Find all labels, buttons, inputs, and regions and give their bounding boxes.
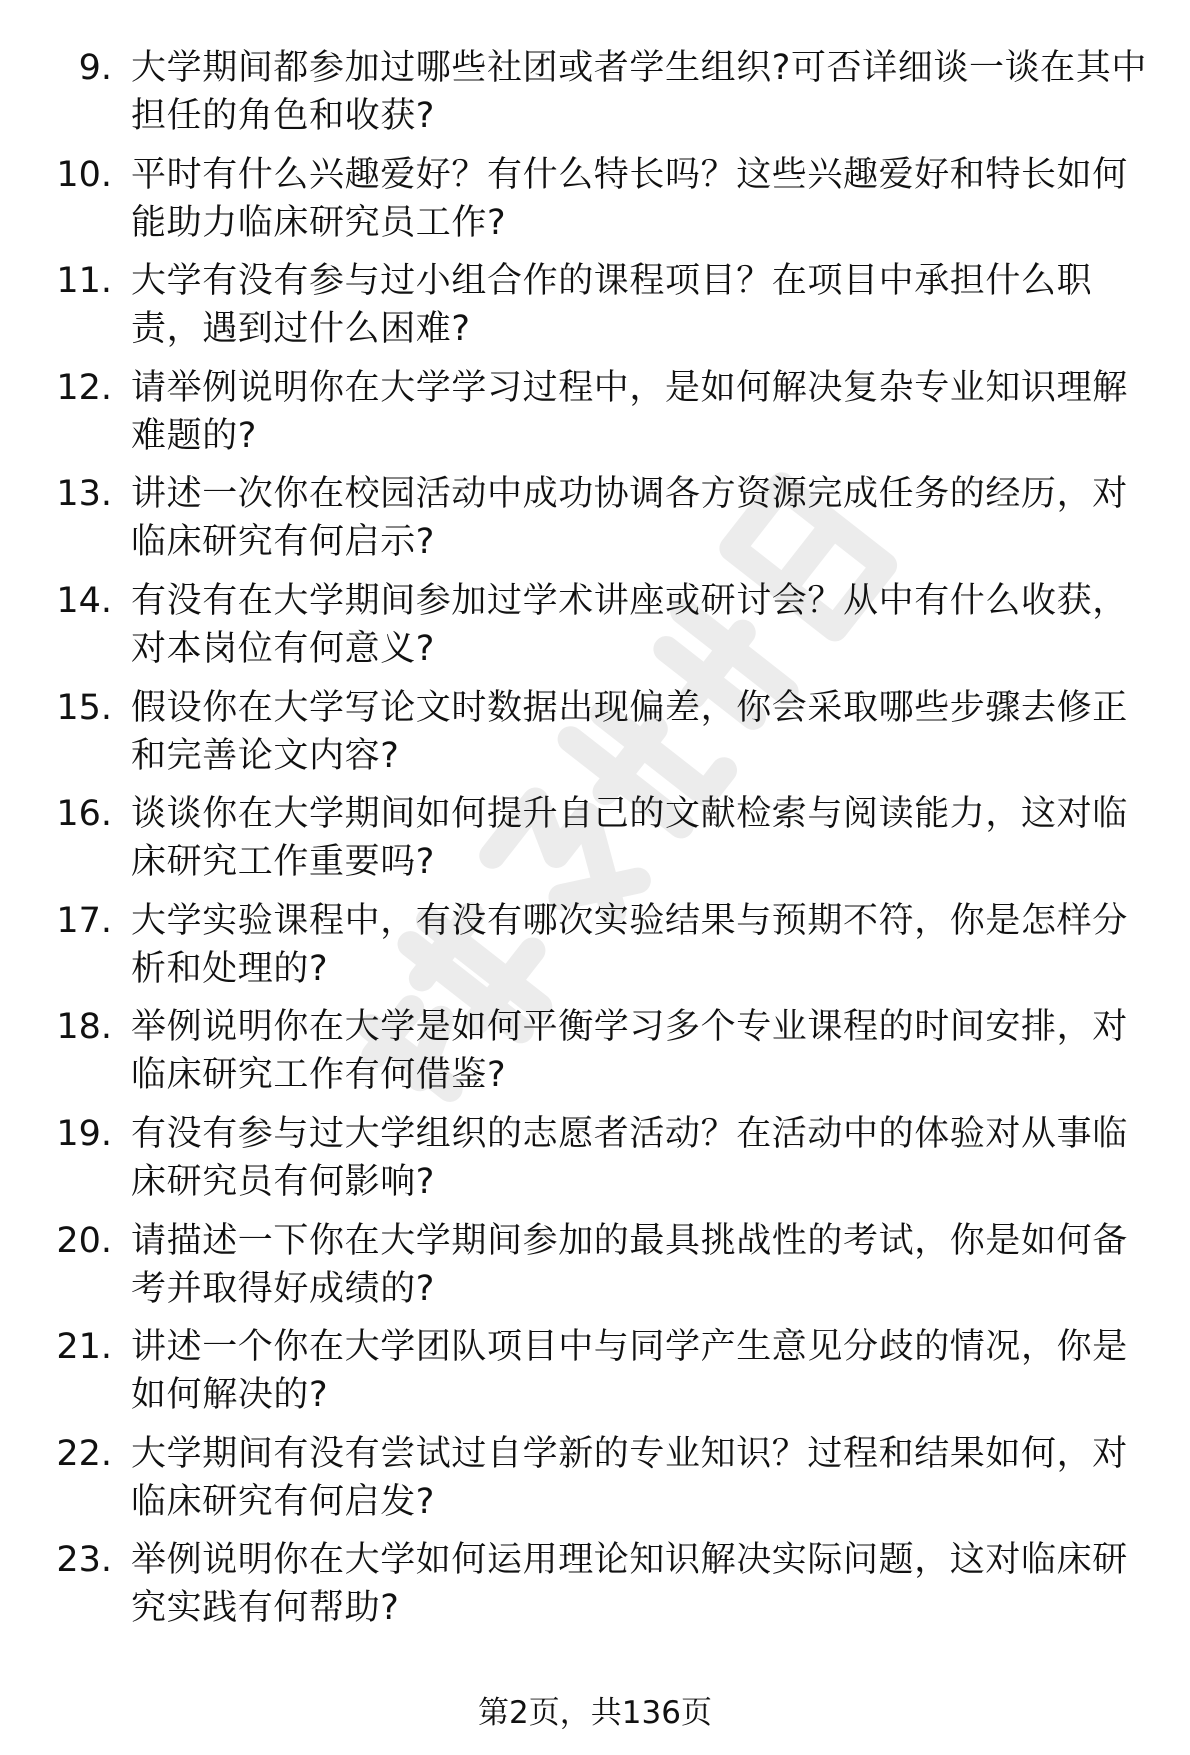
question-item bbox=[0, 897, 1190, 1004]
question-text bbox=[131, 1536, 1171, 1632]
question-text-line: 对本岗位有何意义? bbox=[131, 628, 435, 669]
question-item bbox=[0, 257, 1190, 364]
question-number: 15. bbox=[56, 687, 112, 728]
question-item bbox=[0, 1430, 1190, 1537]
question-item bbox=[0, 470, 1190, 577]
question-text-line: 临床研究有何启示? bbox=[131, 522, 435, 563]
question-text-line: 担任的角色和收获? bbox=[131, 96, 435, 136]
question-text bbox=[131, 790, 1171, 886]
question-text bbox=[131, 151, 1171, 247]
question-item bbox=[0, 1003, 1190, 1110]
question-number: 23. bbox=[56, 1540, 112, 1581]
question-text-line: 大学有没有参与过小组合作的课程项目？在项目中承担什么职 bbox=[131, 261, 1093, 302]
question-text-line: 难题的? bbox=[131, 415, 257, 456]
question-text-line: 举例说明你在大学是如何平衡学习多个专业课程的时间安排，对 bbox=[131, 1007, 1128, 1048]
question-text-line: 大学期间都参加过哪些社团或者学生组织?可否详细谈一谈在其中 bbox=[131, 48, 1147, 88]
question-number: 9. bbox=[78, 48, 112, 88]
question-text bbox=[131, 684, 1171, 780]
question-text-line: 能助力临床研究员工作? bbox=[131, 202, 507, 243]
question-text bbox=[131, 44, 1171, 140]
question-item bbox=[0, 790, 1190, 897]
question-item bbox=[0, 151, 1190, 258]
question-text bbox=[131, 470, 1171, 566]
question-text-line: 考并取得好成绩的? bbox=[131, 1268, 435, 1309]
question-text-line: 请描述一下你在大学期间参加的最具挑战性的考试，你是如何备 bbox=[131, 1220, 1128, 1261]
question-text-line: 究实践有何帮助? bbox=[131, 1588, 400, 1629]
question-text-line: 责，遇到过什么困难? bbox=[131, 309, 471, 350]
question-text bbox=[131, 1217, 1171, 1313]
question-text-line: 讲述一个你在大学团队项目中与同学产生意见分歧的情况，你是 bbox=[131, 1327, 1128, 1368]
question-text bbox=[131, 1110, 1171, 1206]
question-number: 18. bbox=[56, 1007, 112, 1048]
question-number: 21. bbox=[56, 1327, 112, 1368]
question-number: 19. bbox=[56, 1113, 112, 1154]
question-number: 10. bbox=[56, 154, 112, 195]
question-item bbox=[0, 364, 1190, 471]
question-text bbox=[131, 897, 1171, 993]
question-text-line: 床研究员有何影响? bbox=[131, 1161, 435, 1202]
question-number: 17. bbox=[56, 900, 112, 941]
question-number: 12. bbox=[56, 367, 112, 408]
question-text-line: 如何解决的? bbox=[131, 1375, 329, 1416]
question-number: 16. bbox=[56, 794, 112, 835]
question-text-line: 临床研究工作有何借鉴? bbox=[131, 1055, 507, 1096]
question-text-line: 平时有什么兴趣爱好？有什么特长吗？这些兴趣爱好和特长如何 bbox=[131, 154, 1128, 195]
question-number: 20. bbox=[56, 1220, 112, 1261]
question-text bbox=[131, 577, 1171, 673]
question-text-line: 假设你在大学写论文时数据出现偏差，你会采取哪些步骤去修正 bbox=[131, 687, 1128, 728]
question-text-line: 临床研究有何启发? bbox=[131, 1481, 435, 1522]
question-number: 14. bbox=[56, 580, 112, 621]
question-text-line: 和完善论文内容? bbox=[131, 735, 400, 776]
question-text-line: 有没有在大学期间参加过学术讲座或研讨会？从中有什么收获， bbox=[131, 580, 1128, 621]
question-text-line: 举例说明你在大学如何运用理论知识解决实际问题，这对临床研 bbox=[131, 1540, 1128, 1581]
question-item bbox=[0, 1323, 1190, 1430]
question-list bbox=[0, 44, 1190, 1643]
page-number: 第2页，共136页 bbox=[478, 1695, 712, 1731]
question-item bbox=[0, 1217, 1190, 1324]
question-item bbox=[0, 1536, 1190, 1643]
question-item bbox=[0, 44, 1190, 151]
question-text-line: 床研究工作重要吗? bbox=[131, 842, 435, 883]
question-text-line: 谈谈你在大学期间如何提升自己的文献检索与阅读能力，这对临 bbox=[131, 794, 1128, 835]
question-text bbox=[131, 1430, 1171, 1526]
question-number: 22. bbox=[56, 1433, 112, 1474]
question-text bbox=[131, 1323, 1171, 1419]
question-text-line: 请举例说明你在大学学习过程中，是如何解决复杂专业知识理解 bbox=[131, 367, 1128, 408]
question-text bbox=[131, 257, 1171, 353]
question-text-line: 大学实验课程中，有没有哪次实验结果与预期不符，你是怎样分 bbox=[131, 900, 1128, 941]
question-item bbox=[0, 684, 1190, 791]
question-text-line: 有没有参与过大学组织的志愿者活动？在活动中的体验对从事临 bbox=[131, 1113, 1128, 1154]
question-item bbox=[0, 1110, 1190, 1217]
question-text-line: 析和处理的? bbox=[131, 948, 329, 989]
question-text bbox=[131, 364, 1171, 460]
question-text-line: 大学期间有没有尝试过自学新的专业知识？过程和结果如何，对 bbox=[131, 1433, 1128, 1474]
question-number: 11. bbox=[56, 261, 112, 302]
question-text-line: 讲述一次你在校园活动中成功协调各方资源完成任务的经历，对 bbox=[131, 474, 1128, 515]
question-item bbox=[0, 577, 1190, 684]
question-text bbox=[131, 1003, 1171, 1099]
question-number: 13. bbox=[56, 474, 112, 515]
